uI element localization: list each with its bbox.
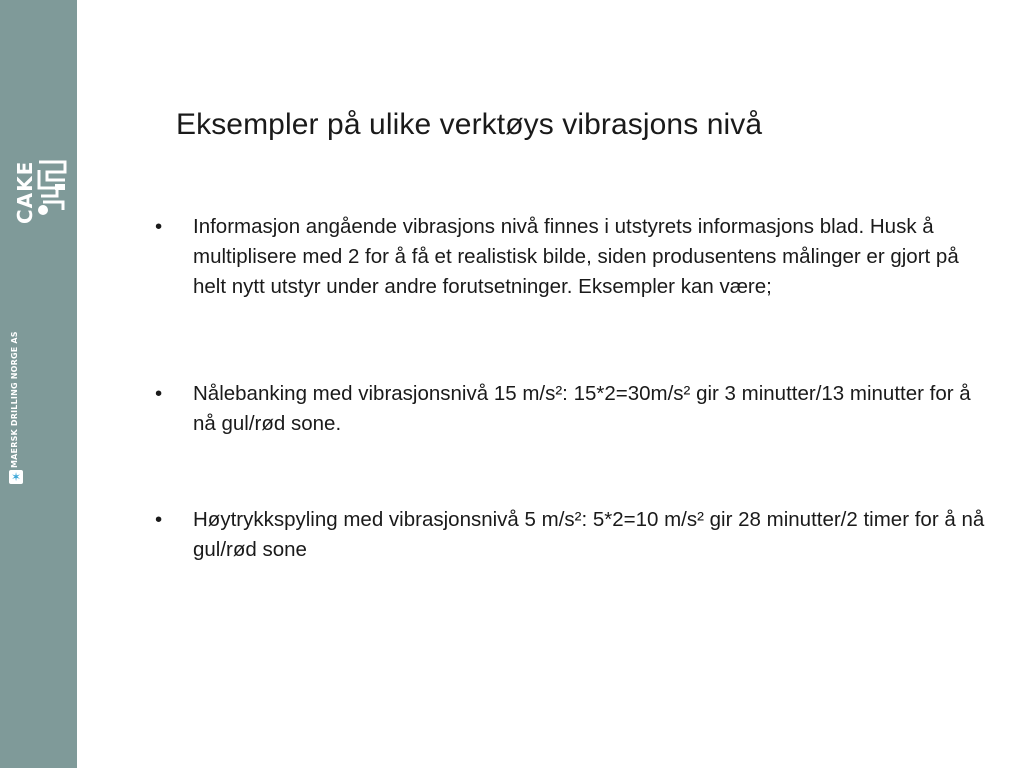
slide-title: Eksempler på ulike verktøys vibrasjons nivå — [176, 108, 763, 141]
maersk-drilling-logo — [6, 300, 26, 485]
cake-mark-icon — [35, 158, 71, 216]
maersk-star-icon: ✶ — [10, 470, 22, 484]
bullet-item — [150, 379, 993, 439]
bullet-dot: • — [155, 382, 163, 405]
sidebar — [0, 0, 77, 768]
bullet-dot: • — [155, 508, 163, 531]
bullet-item — [150, 212, 993, 302]
bullet-dot: • — [155, 215, 163, 238]
maersk-drilling-text: MAERSK DRILLING NORGE AS — [10, 331, 19, 468]
bullet-text: Informasjon angående vibrasjons nivå finnes i utstyrets informasjons blad. Husk å multiplisere med 2 for å få et realistisk bilde, siden produsentens målinger er gjort på helt nytt utstyr under andre forutsetninger. Eksempler kan være; — [193, 215, 959, 298]
bullet-text: Høytrykkspyling med vibrasjonsnivå 5 m/s²: 5*2=10 m/s² gir 28 minutter/2 timer for å nå gul/rød sone — [193, 508, 985, 561]
cake-logo-text: CAKE — [13, 160, 37, 224]
cake-logo — [5, 150, 73, 230]
bullet-item — [150, 505, 993, 565]
bullet-text: Nålebanking med vibrasjonsnivå 15 m/s²: 15*2=30m/s² gir 3 minutter/13 minutter for å nå gul/rød sone. — [193, 382, 971, 435]
